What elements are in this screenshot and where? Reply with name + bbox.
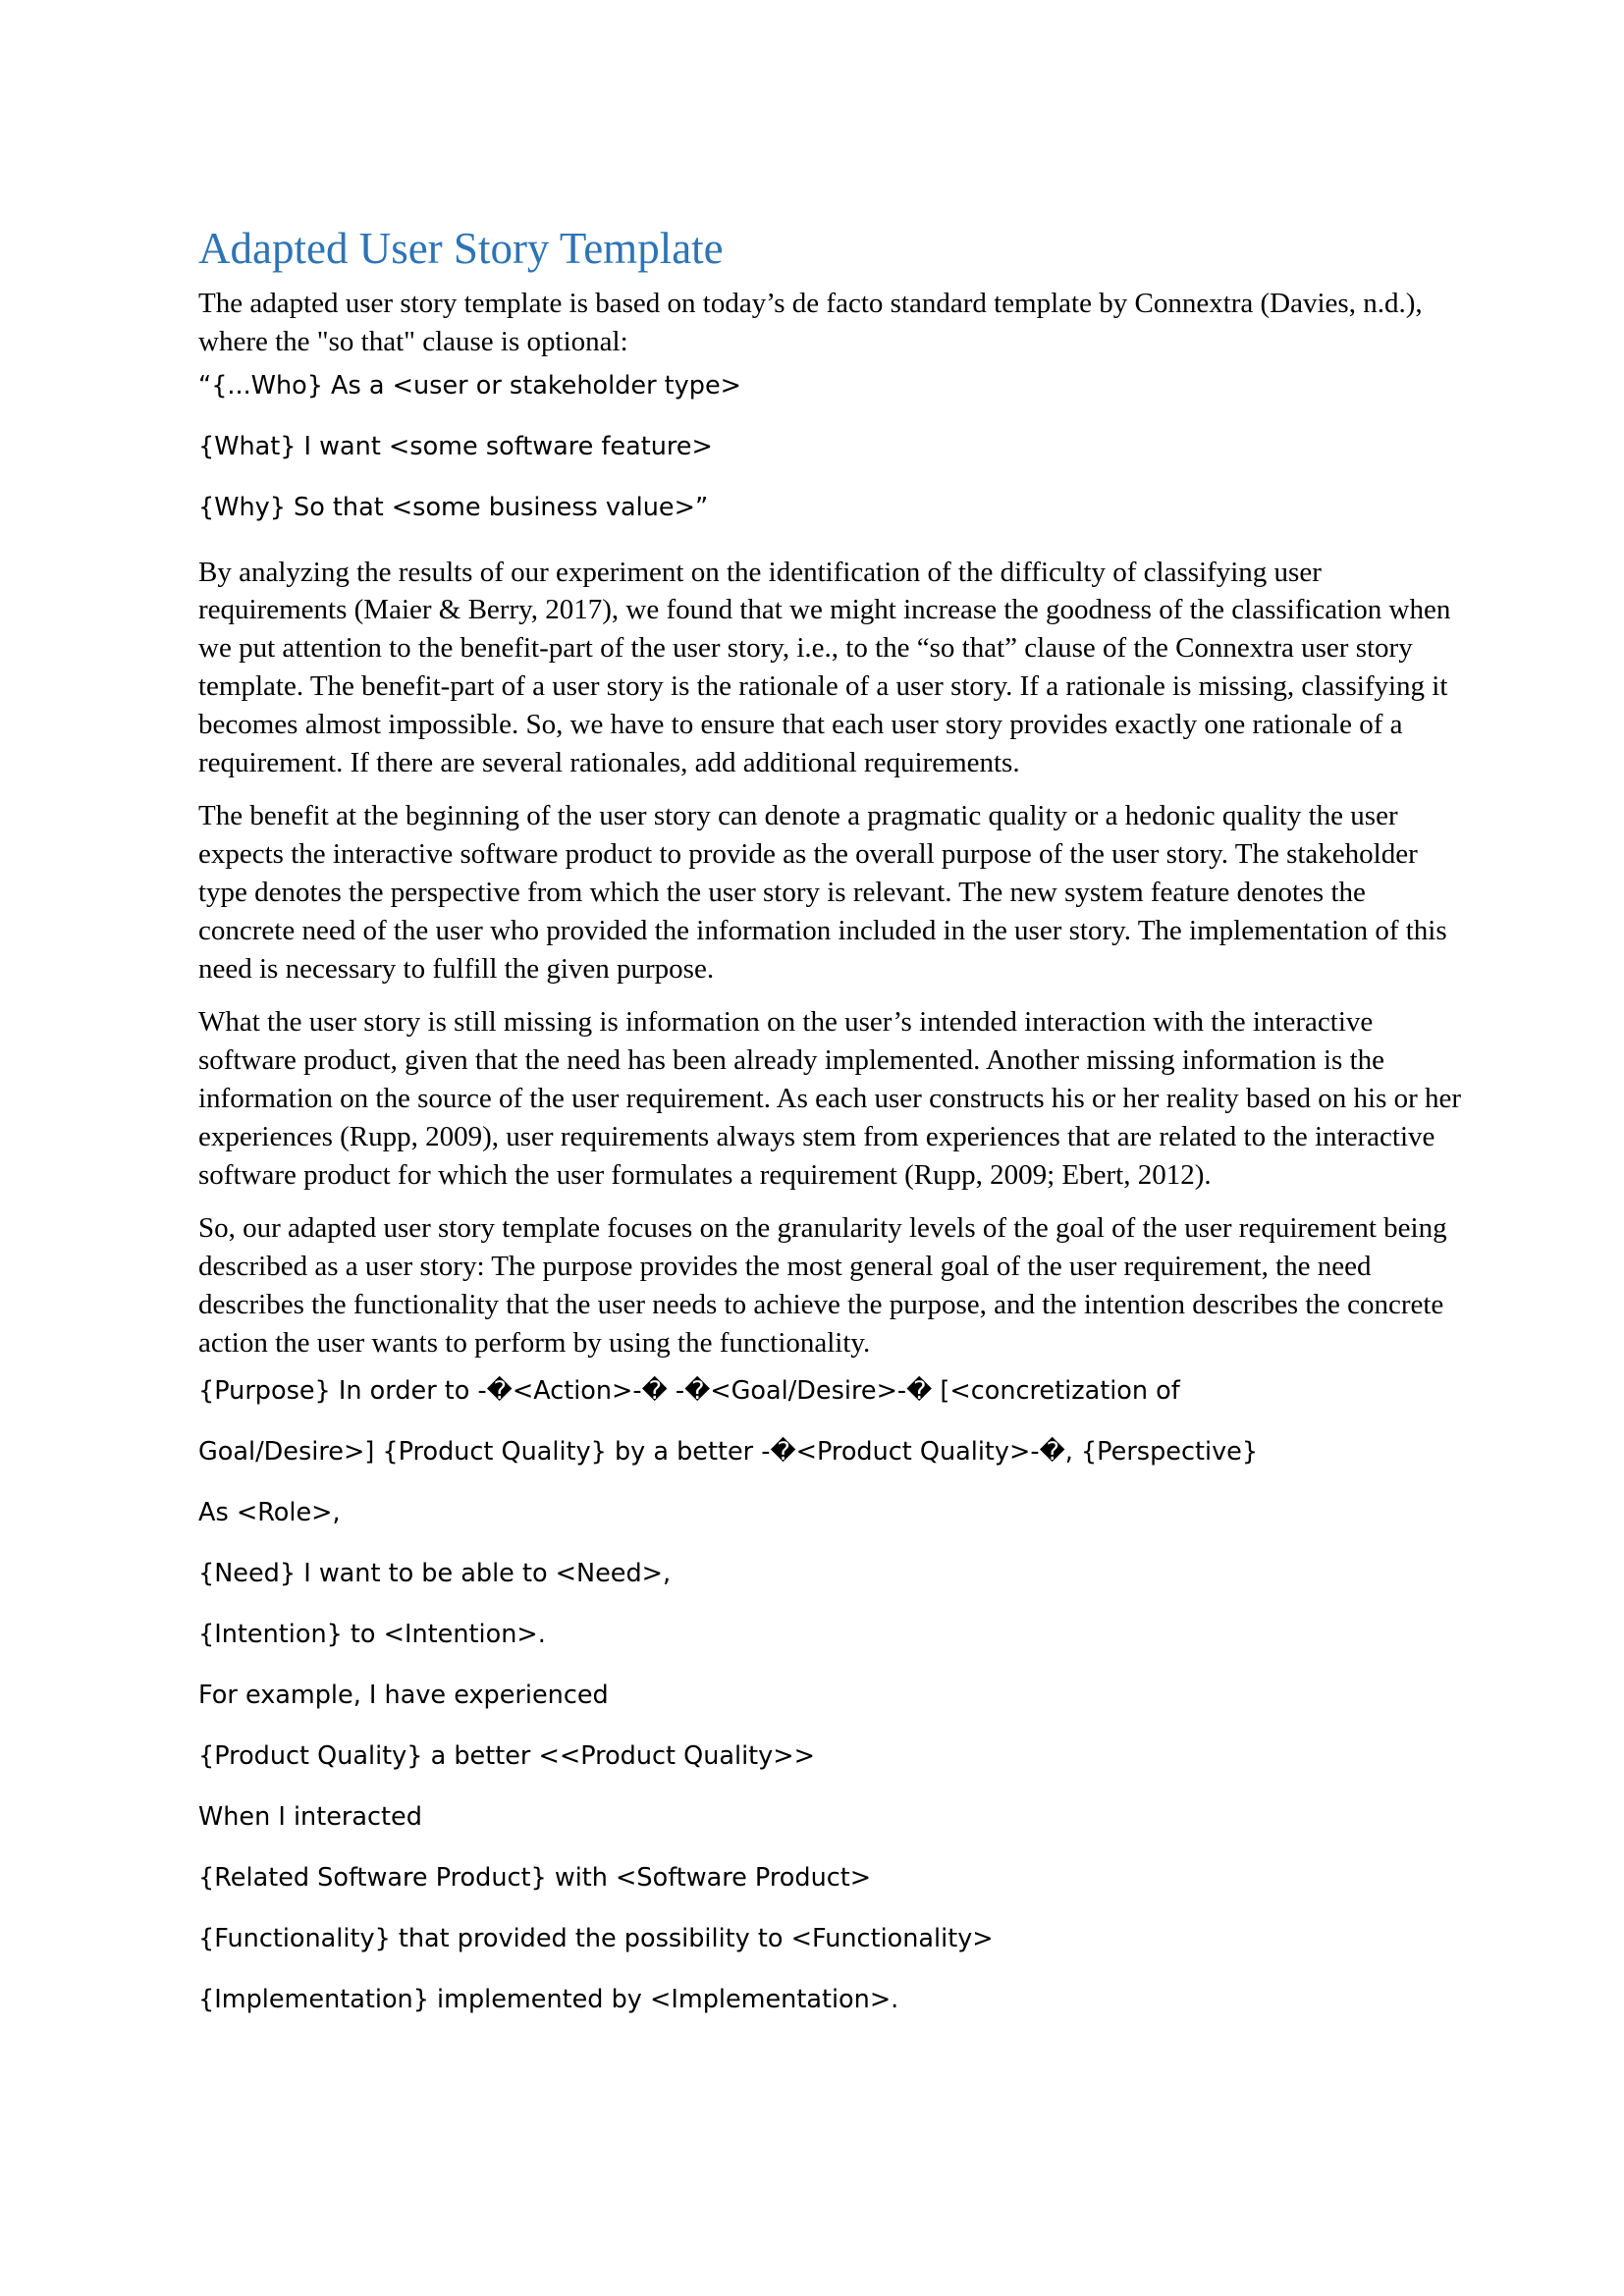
body-paragraphs [198, 554, 1465, 1362]
template-what-line: {What} I want <some software feature> [198, 431, 713, 461]
document-page [198, 222, 1465, 2042]
body-paragraph: The benefit at the beginning of the user story can denote a pragmatic quality or a hedonic quality the user expects the interactive software product to provide as the overall purpose of the user story. The stakeholder type denotes the perspective from which the user story is relevant. The new system feature denotes the concrete need of the user who provided the information included in the user story. The implementation of this need is necessary to fulfill the given purpose. [198, 800, 1447, 985]
template-who-line: “{...Who} As a <user or stakeholder type> [198, 370, 742, 400]
adapted-template [198, 1372, 1465, 2018]
template-line: {Product Quality} a better <<Product Quality>> [198, 1740, 815, 1771]
connextra-template [198, 367, 1465, 526]
body-paragraph: What the user story is still missing is information on the user’s intended interaction with the interactive software product, given that the need has been already implemented. Another missing information is the information on the source of the user requirement. As each user constructs his or her reality based on his or her experiences (Rupp, 2009), user requirements always stem from experiences that are related to the interactive software product for which the user formulates a requirement (Rupp, 2009; Ebert, 2012). [198, 1006, 1462, 1191]
template-line: {Related Software Product} with <Software Product> [198, 1862, 872, 1893]
template-line: When I interacted [198, 1801, 422, 1832]
body-paragraph: So, our adapted user story template focuses on the granularity levels of the goal of the user requirement being described as a user story: The purpose provides the most general goal of the user requirement, the need describes the functionality that the user needs to achieve the purpose, and the intention describes the concrete action the user wants to perform by using the functionality. [198, 1212, 1447, 1359]
template-line: {Functionality} that provided the possibility to <Functionality> [198, 1923, 994, 1953]
template-line: As <Role>, [198, 1497, 341, 1527]
template-line: For example, I have experienced [198, 1680, 609, 1710]
document-title: Adapted User Story Template [198, 224, 724, 273]
template-line: {Implementation} implemented by <Implementation>. [198, 1984, 899, 2014]
intro-paragraph: The adapted user story template is based on today’s de facto standard template by Connextra (Davies, n.d.), where the "so that" clause is optional: [198, 288, 1423, 357]
template-line: Goal/Desire>] {Product Quality} by a better -�<Product Quality>-�, {Perspective} [198, 1436, 1259, 1467]
body-paragraph: By analyzing the results of our experiment on the identification of the difficulty of classifying user requirements (Maier & Berry, 2017), we found that we might increase the goodness of the classification when we put attention to the benefit-part of the user story, i.e., to the “so that” clause of the Connextra user story template. The benefit-part of a user story is the rationale of a user story. If a rationale is missing, classifying it becomes almost impossible. So, we have to ensure that each user story provides exactly one rationale of a requirement. If there are several rationales, add additional requirements. [198, 556, 1451, 778]
template-line: {Purpose} In order to -�<Action>-� -�<Goal/Desire>-� [<concretization of [198, 1375, 1180, 1406]
template-line: {Intention} to <Intention>. [198, 1619, 546, 1649]
template-line: {Need} I want to be able to <Need>, [198, 1558, 672, 1588]
template-why-line: {Why} So that <some business value>” [198, 492, 709, 522]
